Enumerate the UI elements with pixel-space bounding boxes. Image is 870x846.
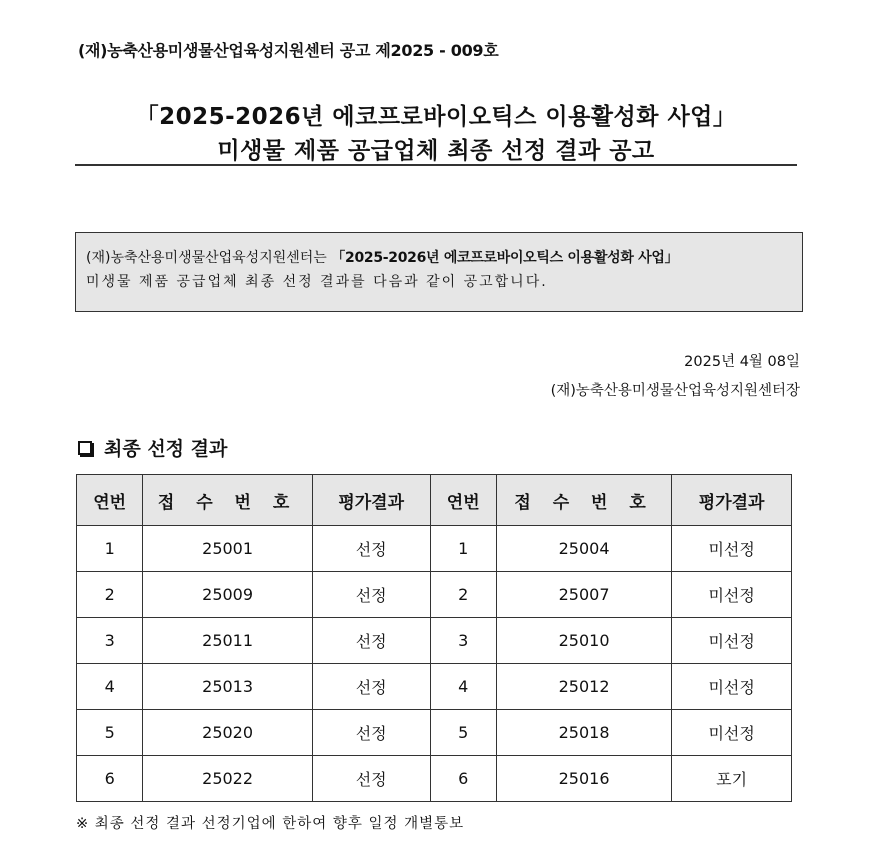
table-cell: 2: [430, 572, 496, 618]
column-header: 연번: [430, 475, 496, 526]
table-cell: 25004: [496, 526, 671, 572]
intro-line1: [86, 246, 792, 270]
table-row: [77, 664, 792, 710]
footnote: ※ 최종 선정 결과 선정기업에 한하여 향후 일정 개별통보: [76, 816, 465, 832]
table-cell: 선정: [312, 572, 430, 618]
table-row: [77, 756, 792, 802]
column-header: 접 수 번 호: [496, 475, 671, 526]
table-cell: 미선정: [672, 618, 792, 664]
column-header: 접 수 번 호: [143, 475, 312, 526]
intro-project: 「2025-2026년 에코프로바이오틱스 이용활성화 사업」: [331, 250, 679, 266]
intro-org: (재)농축산용미생물산업육성지원센터는: [86, 250, 327, 266]
date-block: [551, 348, 800, 406]
table-cell: 6: [430, 756, 496, 802]
results-table: [76, 474, 792, 802]
notice-date: 2025년 4월 08일: [684, 354, 800, 370]
column-header: 평가결과: [312, 475, 430, 526]
table-cell: 선정: [312, 618, 430, 664]
issuer-name: (재)농축산용미생물산업육성지원센터장: [550, 383, 800, 399]
table-cell: 25018: [496, 710, 671, 756]
table-cell: 3: [430, 618, 496, 664]
table-cell: 선정: [312, 526, 430, 572]
table-cell: 1: [77, 526, 143, 572]
table-cell: 미선정: [672, 664, 792, 710]
notice-number: (재)농축산용미생물산업육성지원센터 공고 제2025 - 009호: [78, 41, 499, 60]
table-cell: 25001: [143, 526, 312, 572]
checkbox-icon: [78, 441, 92, 455]
table-cell: 5: [430, 710, 496, 756]
table-cell: 25016: [496, 756, 671, 802]
table-cell: 미선정: [672, 710, 792, 756]
table-row: [77, 710, 792, 756]
table-cell: 25009: [143, 572, 312, 618]
table-cell: 25020: [143, 710, 312, 756]
intro-line2: 미생물 제품 공급업체 최종 선정 결과를 다음과 같이 공고합니다.: [86, 274, 548, 290]
table-cell: 선정: [312, 664, 430, 710]
table-cell: 4: [77, 664, 143, 710]
title-divider: [75, 164, 797, 166]
section-title-text: 최종 선정 결과: [104, 438, 228, 460]
table-cell: 3: [77, 618, 143, 664]
table-cell: 25010: [496, 618, 671, 664]
table-row: [77, 618, 792, 664]
table-cell: 6: [77, 756, 143, 802]
section-title: [78, 434, 227, 461]
column-header: 평가결과: [672, 475, 792, 526]
table-cell: 미선정: [672, 572, 792, 618]
table-cell: 25012: [496, 664, 671, 710]
table-cell: 25007: [496, 572, 671, 618]
table-cell: 25011: [143, 618, 312, 664]
table-header-row: [77, 475, 792, 526]
intro-box: [75, 232, 803, 312]
table-row: [77, 526, 792, 572]
table-cell: 선정: [312, 756, 430, 802]
table-cell: 25022: [143, 756, 312, 802]
page-title-line1: 「2025-2026년 에코프로바이오틱스 이용활성화 사업」: [135, 104, 737, 130]
table-cell: 2: [77, 572, 143, 618]
table-row: [77, 572, 792, 618]
table-cell: 4: [430, 664, 496, 710]
table-cell: 1: [430, 526, 496, 572]
table-cell: 미선정: [672, 526, 792, 572]
table-cell: 포기: [672, 756, 792, 802]
table-cell: 5: [77, 710, 143, 756]
column-header: 연번: [77, 475, 143, 526]
table-cell: 선정: [312, 710, 430, 756]
page-title-line2: 미생물 제품 공급업체 최종 선정 결과 공고: [217, 138, 655, 164]
table-cell: 25013: [143, 664, 312, 710]
